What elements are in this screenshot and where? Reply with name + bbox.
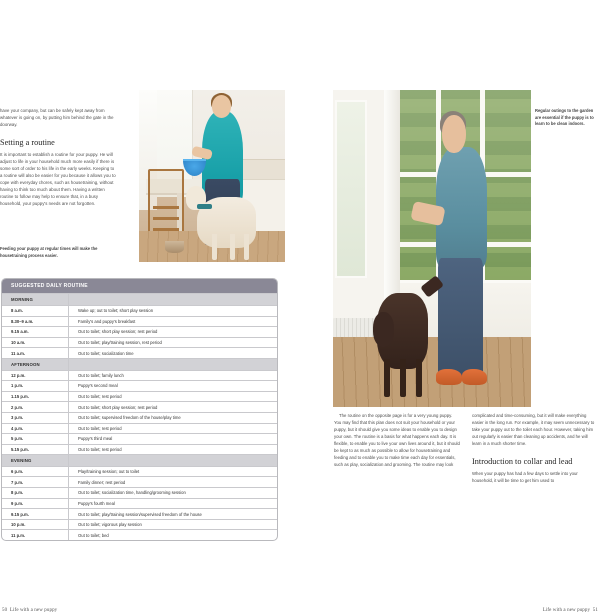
routine-table-row [2,423,277,434]
routine-table-row [2,444,277,455]
routine-activity-cell: Out to toilet; short play session; rest period [69,327,278,338]
routine-activity-cell: Out to toilet; rest period [69,444,278,455]
routine-activity-cell [69,294,278,306]
left-section-paragraph: It is important to establish a routine for your puppy. He will adjust to life in your household much more easily if there is some sort of order to his life in the early weeks. Keeping to a routine will also be easier for you because it allows you to cope with everyday chores, such as housetraining, without having to think too much about them. Having a written routine to follow may help to ensure that, in a busy household, your puppy's needs are not forgotten. [0,152,116,206]
routine-section-band [2,294,277,306]
left-folio-title: Life with a new puppy [9,608,58,613]
man-jeans [438,258,484,378]
routine-time-cell: 9.15 a.m. [2,327,69,338]
routine-activity-cell: Out to toilet; rest period [69,391,278,402]
routine-time-cell: 11 p.m. [2,530,69,540]
right-page-text-columns [334,413,598,485]
man-head [442,115,466,153]
routine-section-band [2,455,277,467]
routine-activity-cell: Out to toilet; short play session; rest period [69,402,278,413]
routine-time-cell: 1 p.m. [2,381,69,392]
routine-time-cell: 9.15 p.m. [2,509,69,520]
routine-activity-cell [69,455,278,467]
routine-time-cell: 5 p.m. [2,434,69,445]
labrador-puppy-head [373,312,395,347]
routine-time-cell: 1.15 p.m. [2,391,69,402]
routine-table-grid [2,293,277,540]
right-page [330,90,600,613]
routine-time-cell: 8.30–9 a.m. [2,316,69,327]
routine-activity-cell: Out to toilet; family lunch [69,370,278,381]
orange-shoe [462,369,488,385]
puppy-leg [416,359,422,397]
puppy-leg [384,359,390,397]
routine-table-row [2,519,277,530]
suggested-daily-routine-table [1,278,278,541]
routine-table-row [2,498,277,509]
routine-time-cell: 8 p.m. [2,488,69,499]
garden-photo-caption: Regular outings to the garden are essential if the puppy is to learn to be clean indoors. [535,108,594,127]
routine-activity-cell: Out to toilet; play/training session/supervised freedom of the house [69,509,278,520]
right-folio-title: Life with a new puppy [542,608,591,613]
routine-table-row [2,370,277,381]
routine-time-cell: 5.15 p.m. [2,444,69,455]
orange-shoe [436,369,462,385]
routine-activity-cell: Family dinner; rest period [69,477,278,488]
right-column-two [472,413,598,485]
right-col-one-paragraph: The routine on the opposite page is for a very young puppy. You may find that this plan does not suit your household or your puppy, but it should give you some ideas to enable you to design your own. The routine is a basis for what happens each day. It is flexible, to enable you to live your own lives around it, but it should be kept to as much as possible to allow for housetraining and feeding and to enable you to make time each day for essentials, such as play, socialization and grooming. The routine may look [334,413,460,467]
routine-table-row [2,477,277,488]
routine-time-cell: 3 p.m. [2,412,69,423]
routine-time-cell: 4 p.m. [2,423,69,434]
kitchen-scene [139,90,285,262]
woman-head [212,95,231,117]
dog-collar [197,204,212,209]
routine-table-row [2,316,277,327]
routine-time-cell: 7 p.m. [2,477,69,488]
routine-activity-cell: Puppy's fourth meal [69,498,278,509]
left-page-text-column [0,108,116,208]
routine-table-row [2,381,277,392]
routine-time-cell: 8 a.m. [2,305,69,316]
routine-table-row [2,391,277,402]
routine-activity-cell: Out to toilet; socialization time, handling/grooming session [69,488,278,499]
routine-time-cell: 11 a.m. [2,348,69,359]
right-section-heading: Introduction to collar and lead [472,456,573,466]
routine-activity-cell: Out to toilet; play/training session, rest period [69,337,278,348]
routine-table-row [2,412,277,423]
routine-band-label: MORNING [2,294,69,306]
routine-time-cell: 9 p.m. [2,498,69,509]
routine-table-row [2,530,277,540]
routine-table-row [2,488,277,499]
routine-activity-cell: Out to toilet; rest period [69,423,278,434]
kitchen-photo-caption: Feeding your puppy at regular times will make the housetraining process easier. [0,246,98,258]
left-folio-number: 50 [2,608,8,613]
routine-table-row [2,305,277,316]
right-section-paragraph: When your puppy has had a few days to settle into your household, it will be time to get him used to [472,471,578,483]
routine-activity-cell: Puppy's third meal [69,434,278,445]
routine-table-row [2,402,277,413]
routine-time-cell: 10 a.m. [2,337,69,348]
routine-activity-cell [69,358,278,370]
dog-leg [244,234,249,260]
garden-door-photo [333,90,531,407]
right-column-one [334,413,460,485]
routine-table-row [2,434,277,445]
routine-activity-cell: Family's and puppy's breakfast [69,316,278,327]
routine-activity-cell: Out to toilet; supervised freedom of the house/play time [69,412,278,423]
wooden-floor [333,337,531,407]
running-paragraph: have your company, but can be safely kept away from whatever is going on, by putting him behind the gate in the doorway. [0,108,114,127]
routine-time-cell: 12 p.m. [2,370,69,381]
routine-activity-cell: Out to toilet; vigorous play session [69,519,278,530]
side-window [335,100,367,278]
routine-table-row [2,348,277,359]
right-col-two-paragraph: complicated and time-consuming, but it will make everything easier in the long run. For example, it may seem unnecessary to take your puppy out to the toilet each hour. However, taking him out regularly is easier than cleaning up accidents, and he will learn in a much shorter time. [472,413,595,446]
routine-table-row [2,337,277,348]
routine-table-row [2,509,277,520]
left-page-folio [2,608,57,613]
routine-band-label: AFTERNOON [2,358,69,370]
kitchen-feeding-photo [139,90,285,262]
floor-food-bowl [165,241,184,253]
dog-leg [230,234,235,260]
routine-time-cell: 2 p.m. [2,402,69,413]
routine-section-band [2,358,277,370]
routine-table-title: SUGGESTED DAILY ROUTINE [2,279,277,293]
routine-activity-cell: Out to toilet; socialization time [69,348,278,359]
routine-activity-cell: Puppy's second meal [69,381,278,392]
routine-activity-cell: Wake up; out to toilet; short play session [69,305,278,316]
left-page [0,90,285,613]
right-folio-number: 51 [592,608,598,613]
puppy-leg [400,359,406,397]
routine-band-label: EVENING [2,455,69,467]
left-section-heading: Setting a routine [0,137,55,147]
routine-activity-cell: Out to toilet; bed [69,530,278,540]
right-page-folio [543,608,598,613]
routine-activity-cell: Play/training session; out to toilet [69,466,278,477]
hallway-scene [333,90,531,407]
routine-table-row [2,466,277,477]
routine-table-row [2,327,277,338]
dog-leg [212,234,217,260]
routine-time-cell: 10 p.m. [2,519,69,530]
routine-time-cell: 6 p.m. [2,466,69,477]
